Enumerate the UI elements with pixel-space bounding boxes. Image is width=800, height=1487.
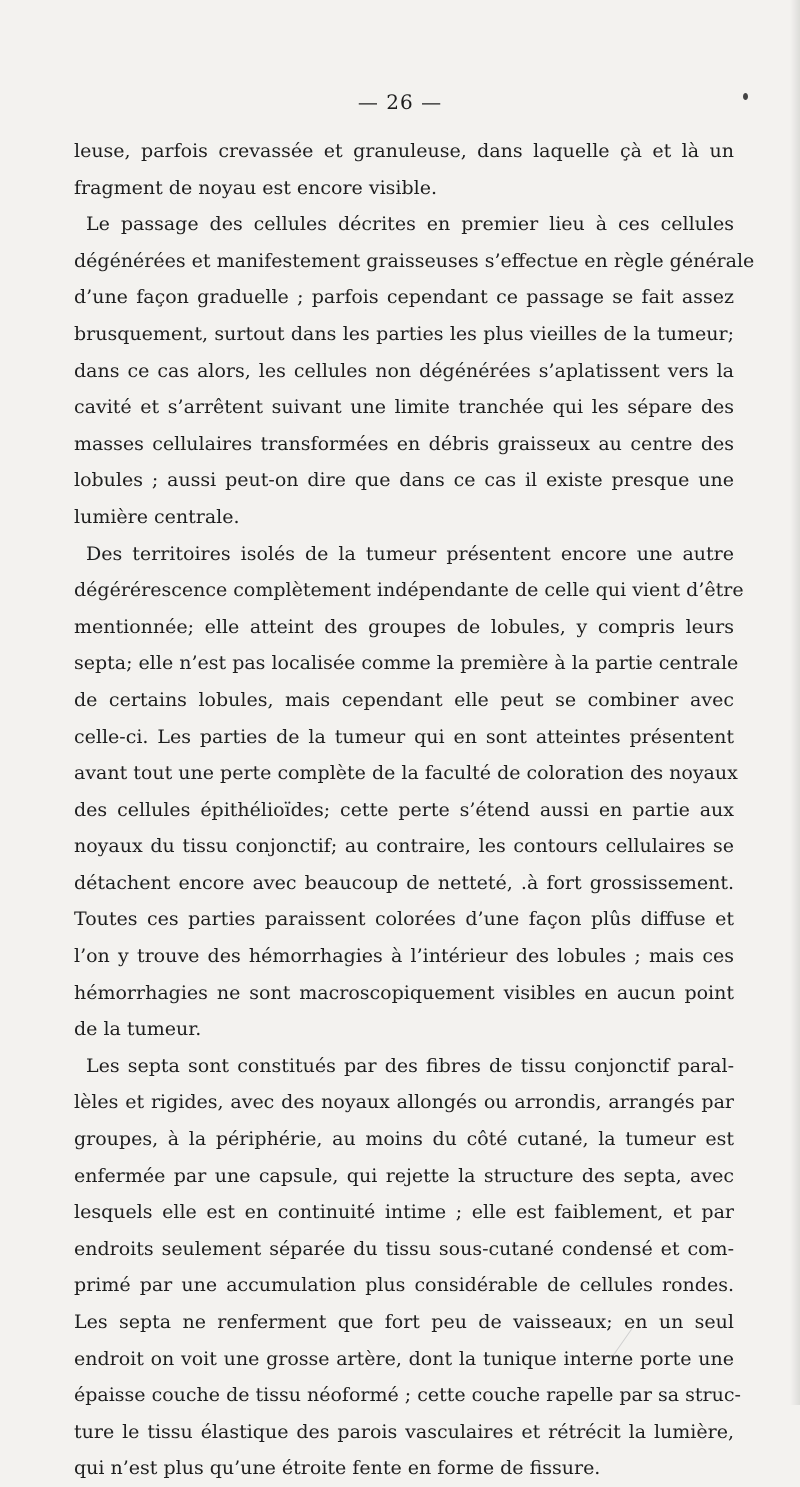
- text-line: des cellules épithélioïdes; cette perte s’étend aussi en partie aux: [74, 798, 734, 821]
- body-text: [74, 133, 755, 1487]
- text-line: de certains lobules, mais cependant elle peut se combiner avec: [74, 688, 734, 711]
- text-line: mentionnée; elle atteint des groupes de lobules, y compris leurs: [74, 615, 734, 638]
- text-line: de la tumeur.: [74, 1018, 202, 1041]
- text-line: Les septa ne renferment que fort peu de vaisseaux; en un seul: [74, 1311, 734, 1333]
- text-line: lèles et rigides, avec des noyaux allongés ou arrondis, arrangés par: [74, 1091, 734, 1114]
- text-line: détachent encore avec beaucoup de netteté, .à fort grossissement.: [74, 871, 734, 894]
- text-line: brusquement, surtout dans les parties les plus vieilles de la tumeur;: [74, 322, 734, 345]
- text-line: noyaux du tissu conjonctif; au contraire, les contours cellulaires se: [74, 835, 734, 858]
- text-line: endroit on voit une grosse artère, dont la tunique interne porte une: [74, 1347, 734, 1370]
- text-line: celle-ci. Les parties de la tumeur qui en sont atteintes présentent: [74, 725, 734, 748]
- text-line: lumière centrale.: [74, 505, 240, 528]
- text-line: septa; elle n’est pas localisée comme la première à la partie centrale: [74, 652, 739, 675]
- text-line: dégérérescence complètement indépendante de celle qui vient d’être: [74, 579, 744, 602]
- text-line: Toutes ces parties paraissent colorées d’une façon plûs diffuse et: [74, 908, 734, 931]
- text-line: Les septa sont constitués par des fibres de tissu conjonctif paral-: [86, 1054, 734, 1077]
- text-line: qui n’est plus qu’une étroite fente en forme de fissure.: [74, 1457, 601, 1480]
- text-line: primé par une accumulation plus considérable de cellules rondes.: [74, 1274, 734, 1297]
- text-line: épaisse couche de tissu néoformé ; cette couche rapelle par sa struc-: [74, 1384, 741, 1407]
- text-line: Le passage des cellules décrites en premier lieu à ces cellules: [86, 213, 734, 236]
- text-line: groupes, à la périphérie, au moins du côté cutané, la tumeur est: [74, 1128, 734, 1151]
- text-line: Des territoires isolés de la tumeur présentent encore une autre: [86, 542, 734, 565]
- text-line: ture le tissu élastique des parois vasculaires et rétrécit la lumière,: [74, 1420, 734, 1443]
- text-line: d’une façon graduelle ; parfois cependant ce passage se fait assez: [74, 286, 734, 309]
- text-line: l’on y trouve des hémorrhagies à l’intérieur des lobules ; mais ces: [74, 945, 734, 968]
- text-line: fragment de noyau est encore visible.: [74, 176, 437, 199]
- text-line: cavité et s’arrêtent suivant une limite tranchée qui les sépare des: [74, 396, 734, 419]
- text-line: masses cellulaires transformées en débris graisseux au centre des: [74, 432, 734, 455]
- text-line: hémorrhagies ne sont macroscopiquement visibles en aucun point: [74, 981, 734, 1004]
- text-line: leuse, parfois crevassée et granuleuse, dans laquelle çà et là un: [74, 140, 734, 162]
- text-line: lesquels elle est en continuité intime ; elle est faiblement, et par: [74, 1201, 734, 1224]
- text-line: avant tout une perte complète de la faculté de coloration des noyaux: [74, 762, 738, 785]
- text-line: dans ce cas alors, les cellules non dégénérées s’aplatissent vers la: [74, 359, 734, 382]
- text-line: enfermée par une capsule, qui rejette la structure des septa, avec: [74, 1164, 734, 1187]
- text-line: dégénérées et manifestement graisseuses s’effectue en règle générale: [74, 249, 755, 272]
- page-edge-shadow: [790, 0, 800, 1405]
- page-number: — 26 —: [357, 90, 443, 114]
- text-line: lobules ; aussi peut-on dire que dans ce cas il existe presque une: [74, 469, 734, 492]
- text-line: endroits seulement séparée du tissu sous-cutané condensé et com-: [74, 1237, 734, 1260]
